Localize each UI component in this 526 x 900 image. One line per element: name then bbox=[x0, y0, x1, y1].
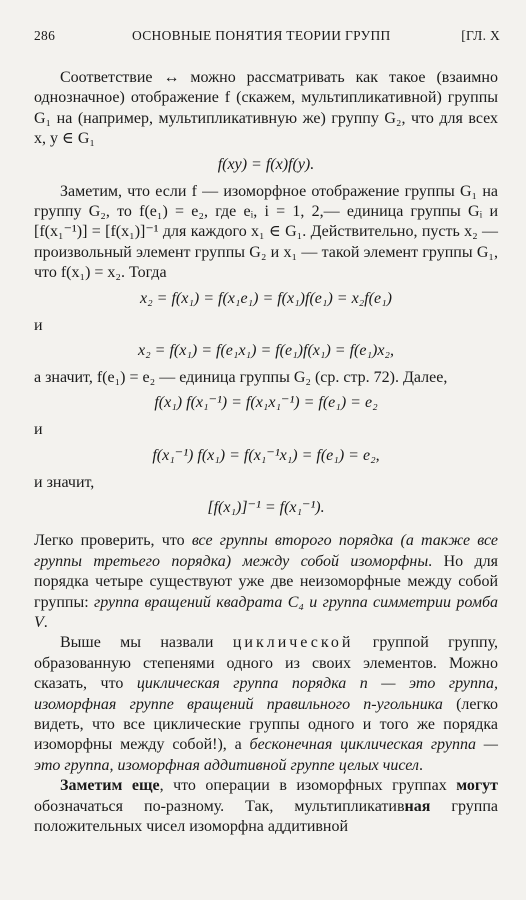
paragraph-unit-conclusion: а значит, f(e₁) = e₂ — единица группы G₂ (ср. стр. 72). Далее, bbox=[34, 369, 448, 387]
formula-left-unit: x₂ = f(x₁) = f(e₁x₁) = f(e₁)f(x₁) = f(e₁)x₂, bbox=[137, 342, 394, 360]
page-number: 286 bbox=[34, 28, 56, 43]
paragraph-correspondence: Соответствие ↔ можно рассматривать как такое (взаимно однозначное) отображение f (скажем, мультипликативной) группы G₁ на (например, мультипликативную же) группу G₂, что для всех x, y ∈ G₁ bbox=[34, 69, 498, 148]
conjunction-and-2: и bbox=[34, 421, 43, 439]
text-run: . Но для порядка четыре существуют уже две неизоморфные между собой группы: bbox=[34, 552, 498, 611]
running-title: ОСНОВНЫЕ ПОНЯТИЯ ТЕОРИИ ГРУПП bbox=[132, 28, 391, 43]
text-run: Легко проверить, что bbox=[34, 532, 192, 550]
text-run: группа положительных чисел изоморфна аддитивной bbox=[34, 797, 499, 835]
text-run: обозначаться по-разному. Так, мультипликатив bbox=[34, 797, 405, 815]
conjunction-and-hence: и значит, bbox=[34, 473, 95, 491]
italic-statement: бесконечная циклическая группа — это группа, изоморфная аддитивной группе целых чисел bbox=[34, 736, 498, 774]
formula-inverse-left: f(x₁⁻¹) f(x₁) = f(x₁⁻¹x₁) = f(e₁) = e₂, bbox=[152, 446, 380, 464]
formula-inverse-result: [f(x₁)]⁻¹ = f(x₁⁻¹). bbox=[207, 499, 325, 517]
bold-text: могут bbox=[456, 777, 499, 795]
paragraph-small-order-groups bbox=[34, 531, 498, 633]
formula-homomorphism: f(xy) = f(x)f(y). bbox=[217, 155, 315, 173]
page-header bbox=[34, 28, 500, 48]
spaced-term: циклической bbox=[232, 634, 354, 652]
text-run: . bbox=[43, 613, 48, 631]
bold-text: Заметим еще bbox=[60, 777, 160, 795]
formula-right-unit: x₂ = f(x₁) = f(x₁e₁) = f(x₁)f(e₁) = x₂f(e₁) bbox=[139, 289, 392, 307]
text-run: (легко видеть, что все циклические группы одного и того же порядка изоморфны между собой!), а bbox=[34, 695, 499, 754]
conjunction-and: и bbox=[34, 316, 43, 334]
italic-statement: группа вращений квадрата C₄ и группа симметрии ромба V bbox=[34, 593, 498, 631]
italic-statement: все группы второго порядка (а также все группы третьего порядка) между собой изоморфны bbox=[34, 532, 499, 570]
bold-text: ная bbox=[404, 797, 431, 815]
paragraph-cyclic-groups bbox=[34, 633, 498, 776]
text-run: , что операции в изоморфных группах bbox=[159, 777, 457, 795]
text-run: группой группу, образованную степенями одного из своих элементов. Можно сказать, что bbox=[34, 634, 498, 693]
italic-statement: циклическая группа порядка n — это группа, изоморфная группе вращений правильного n-угольника bbox=[34, 675, 498, 713]
chapter-label: [ГЛ. X bbox=[461, 28, 500, 43]
text-run: . bbox=[418, 756, 423, 774]
formula-inverse-right: f(x₁) f(x₁⁻¹) = f(x₁x₁⁻¹) = f(e₁) = e₂ bbox=[154, 394, 378, 412]
paragraph-isomorphism-unit: Заметим, что если f — изоморфное отображение группы G₁ на группу G₂, то f(e₁) = e₂, где eᵢ, i = 1, 2,— единица группы Gᵢ и [f(x₁⁻¹)] = [f(x₁)]⁻¹ для каждого x₁ ∈ G₁. Действительно, пусть x₂ — произвольный элемент группы G₂ и x₁ — такой элемент группы G₁, что f(x₁) = x₂. Тогда bbox=[34, 182, 498, 282]
page-body bbox=[34, 68, 498, 837]
text-run: Выше мы назвали bbox=[60, 634, 233, 652]
paragraph-operations-notation bbox=[34, 776, 498, 837]
